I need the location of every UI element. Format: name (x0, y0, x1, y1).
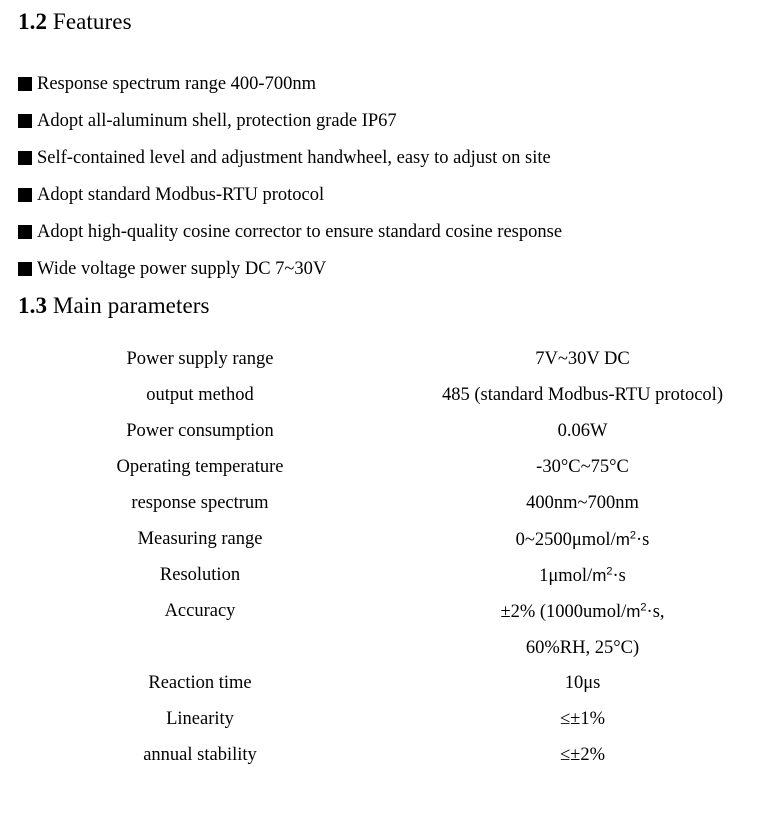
unit-exponent: 2 (640, 601, 647, 614)
parameter-value (400, 348, 765, 384)
parameter-label: Operating temperature (116, 457, 284, 477)
parameter-label: output method (146, 385, 254, 405)
parameter-label: Measuring range (137, 529, 263, 549)
section-heading-features (18, 8, 132, 36)
parameter-value (400, 744, 765, 780)
value-number: 0~2500μmol/ (515, 530, 616, 550)
parameter-label: annual stability (143, 745, 257, 765)
feature-text: Adopt standard Modbus-RTU protocol (37, 185, 325, 205)
value-tail: ·s, (646, 602, 665, 622)
unit-area (616, 530, 636, 549)
table-row (0, 456, 765, 492)
parameters-table (0, 348, 765, 780)
parameter-value-line (400, 600, 765, 624)
parameter-label: Accuracy (164, 601, 236, 621)
square-bullet-icon (18, 225, 32, 239)
parameter-value (400, 456, 765, 492)
list-item (0, 183, 765, 220)
section-number: 1.3 (18, 293, 48, 318)
value-tail: ·s (636, 530, 650, 550)
parameter-label: Linearity (166, 709, 234, 729)
feature-text: Adopt high-quality cosine corrector to ensure standard cosine response (37, 222, 563, 242)
table-row (0, 672, 765, 708)
square-bullet-icon (18, 151, 32, 165)
table-row (0, 600, 765, 672)
value-number: 1μmol/ (539, 566, 593, 586)
section-heading-main-parameters (18, 292, 210, 320)
parameter-value (400, 384, 765, 420)
value-number: ±2% (1000umol/ (500, 602, 627, 622)
parameter-value (400, 420, 765, 456)
feature-list (0, 72, 765, 294)
table-row (0, 708, 765, 744)
square-bullet-icon (18, 188, 32, 202)
parameter-value (400, 672, 765, 708)
square-bullet-icon (18, 77, 32, 91)
parameter-value-line: 400nm~700nm (526, 493, 639, 513)
parameter-value-line: 10μs (564, 673, 601, 693)
parameter-value-line (400, 564, 765, 588)
parameter-value-line: ≤±2% (560, 745, 605, 765)
feature-text: Self-contained level and adjustment handwheel, easy to adjust on site (37, 148, 551, 168)
feature-text: Wide voltage power supply DC 7~30V (37, 259, 327, 279)
parameter-label: Power consumption (126, 421, 274, 441)
unit-base: m (615, 530, 630, 549)
parameter-value (400, 492, 765, 528)
list-item (0, 220, 765, 257)
parameter-value-line: -30°C~75°C (536, 457, 629, 477)
parameter-value (400, 528, 765, 564)
parameter-value (400, 564, 765, 600)
table-row (0, 528, 765, 564)
list-item (0, 109, 765, 146)
parameter-label: response spectrum (131, 493, 269, 513)
parameter-value-line: 0.06W (557, 421, 608, 441)
unit-exponent: 2 (629, 529, 637, 542)
unit-exponent: 2 (606, 565, 613, 578)
parameter-value-line: 485 (standard Modbus-RTU protocol) (442, 385, 723, 405)
table-row (0, 564, 765, 600)
parameter-label: Resolution (159, 565, 241, 585)
unit-area (592, 566, 612, 585)
square-bullet-icon (18, 262, 32, 276)
table-row (0, 420, 765, 456)
parameter-value (400, 600, 765, 672)
unit-base: m (626, 602, 641, 621)
parameter-value-line (400, 528, 765, 552)
section-title: Main parameters (52, 293, 210, 318)
parameter-label: Power supply range (126, 349, 274, 369)
parameter-label: Reaction time (148, 673, 252, 693)
square-bullet-icon (18, 114, 32, 128)
value-tail: ·s (612, 566, 626, 586)
parameter-value-line: ≤±1% (560, 709, 605, 729)
parameter-value (400, 708, 765, 744)
list-item (0, 72, 765, 109)
parameter-value-line: 7V~30V DC (535, 349, 630, 369)
unit-area (626, 602, 646, 621)
feature-text: Adopt all-aluminum shell, protection grade IP67 (37, 111, 397, 131)
list-item (0, 146, 765, 183)
section-title: Features (52, 9, 132, 34)
parameter-value-line-2: 60%RH, 25°C) (525, 638, 640, 658)
table-row (0, 492, 765, 528)
table-row (0, 348, 765, 384)
table-row (0, 744, 765, 780)
list-item (0, 257, 765, 294)
section-number: 1.2 (18, 9, 48, 34)
table-row (0, 384, 765, 420)
unit-base: m (592, 566, 607, 585)
feature-text: Response spectrum range 400-700nm (37, 74, 316, 94)
